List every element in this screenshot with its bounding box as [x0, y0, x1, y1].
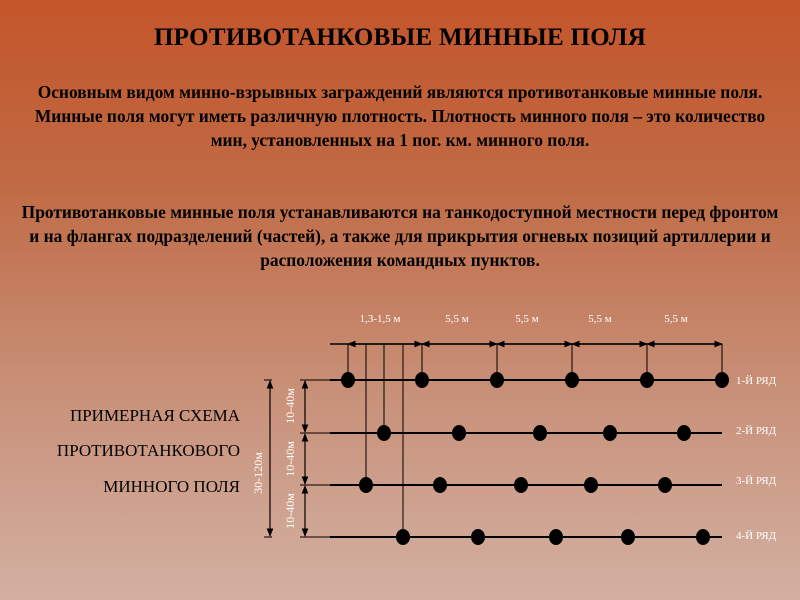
mine	[658, 477, 672, 493]
row-gap-label-3: 10-40м	[283, 493, 297, 529]
spacing-label-first: 1,3-1,5 м	[359, 313, 401, 325]
intro-paragraph: Основным видом минно-взрывных заграждений являются противотанковые минные поля. Минные поля могут иметь различную плотность. Плотность минного поля – это количество мин, установленных на 1 пог. км. минного поля.	[34, 82, 766, 150]
mine	[433, 477, 447, 493]
mine	[514, 477, 528, 493]
mine	[377, 425, 391, 441]
row-label-4: 4-Й РЯД	[736, 530, 777, 542]
spacing-label: 5,5 м	[664, 313, 688, 325]
row-label-1: 1-Й РЯД	[736, 375, 777, 387]
mine	[621, 529, 635, 545]
mine	[565, 372, 579, 388]
placement-paragraph: Противотанковые минные поля устанавливаются на танкодоступной местности перед фронтом и на флангах подразделений (частей), а также для прикрытия огневых позиций артиллерии и расположения командных пунктов.	[21, 202, 779, 270]
mine	[715, 372, 729, 388]
mine	[584, 477, 598, 493]
page-title: ПРОТИВОТАНКОВЫЕ МИННЫЕ ПОЛЯ	[153, 24, 647, 51]
total-depth-label: 30-120м	[251, 452, 265, 494]
mine	[415, 372, 429, 388]
mine	[452, 425, 466, 441]
mine	[533, 425, 547, 441]
row-gap-label-2: 10-40м	[283, 441, 297, 477]
mine	[359, 477, 373, 493]
row-label-2: 2-Й РЯД	[736, 425, 777, 437]
mine	[603, 425, 617, 441]
scheme-caption-line-3: МИННОГО ПОЛЯ	[103, 477, 240, 496]
mine	[677, 425, 691, 441]
mine	[471, 529, 485, 545]
mine	[696, 529, 710, 545]
mine	[341, 372, 355, 388]
spacing-label: 5,5 м	[588, 313, 612, 325]
mine	[549, 529, 563, 545]
scheme-caption-line-1: ПРИМЕРНАЯ СХЕМА	[69, 406, 240, 425]
mine	[640, 372, 654, 388]
spacing-label: 5,5 м	[515, 313, 539, 325]
spacing-label: 5,5 м	[445, 313, 469, 325]
scheme-caption-line-2: ПРОТИВОТАНКОВОГО	[56, 441, 240, 460]
row-gap-label-1: 10-40м	[283, 388, 297, 424]
mine	[490, 372, 504, 388]
row-label-3: 3-Й РЯД	[736, 475, 777, 487]
mine	[396, 529, 410, 545]
